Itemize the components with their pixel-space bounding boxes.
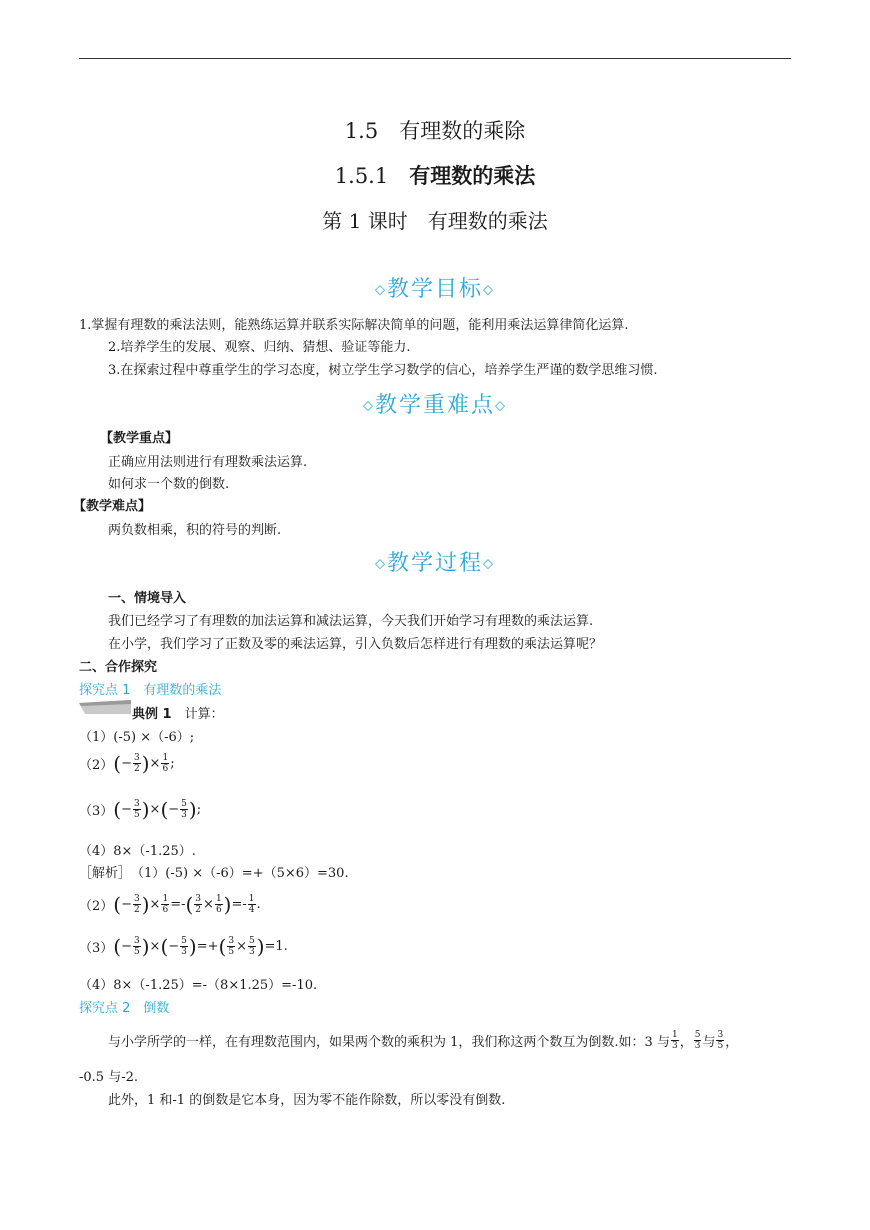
lesson-title: 第 1 课时 有理数的乘法 [322,209,548,233]
part1-title: 一、情境导入 [108,591,187,606]
part2-title: 二、合作探究 [79,660,158,675]
reciprocal-line-2: -0.5 与-2. [79,1070,138,1085]
section-heading-process: ◇教学过程◇ [374,551,495,576]
question-1: （1）(-5) ×（-6）; [79,730,195,745]
example-1: 典例 1 计算： [132,707,224,722]
focus-item-2: 如何求一个数的倒数. [108,477,230,492]
question-2: （2）(− $\frac{3}{2}$ )× $\frac{1}{6}$ ; [79,751,175,776]
difficulty-label: 【教学难点】 [73,499,152,514]
example-tab-icon [79,700,131,714]
explore-point-2: 探究点 2 倒数 [79,1001,170,1016]
section-heading-key-points: ◇教学重难点◇ [362,393,507,418]
part1-line-2: 在小学，我们学习了正数及零的乘法运算，引入负数后怎样进行有理数的乘法运算呢？ [108,637,603,652]
goal-3: 3.在探索过程中尊重学生的学习态度，树立学生学习数学的信心，培养学生严谨的数学思维习惯. [108,363,658,378]
analysis-1: ［解析］ （1）(-5) ×（-6）=+（5×6）=30. [79,866,349,881]
part1-line-1: 我们已经学习了有理数的加法运算和减法运算，今天我们开始学习有理数的乘法运算. [108,614,594,629]
question-3: （3）(− $\frac{3}{5}$ )×(− $\frac{5}{3}$ ); [79,797,202,822]
focus-item-1: 正确应用法则进行有理数乘法运算. [108,455,308,470]
reciprocal-line-1: 与小学所学的一样，在有理数范围内，如果两个数的乘积为 1，我们称这两个数互为倒数.如：3 与 $\frac{1}{3}$ ， $\frac{5}{3}$ 与 $\frac{3}{5}$ ， [108,1030,739,1051]
goal-1: 1.掌握有理数的乘法法则，能熟练运算并联系实际解决简单的问题，能利用乘法运算律简化运算. [79,318,629,333]
reciprocal-line-3: 此外，1 和-1 的倒数是它本身，因为零不能作除数，所以零没有倒数. [108,1093,506,1108]
explore-point-1: 探究点 1 有理数的乘法 [79,683,222,698]
header-rule [79,58,791,59]
analysis-4: （4）8×（-1.25）=-（8×1.25）=-10. [79,978,318,993]
analysis-3: （3）(− $\frac{3}{5}$ )×(− $\frac{5}{3}$ )=+( $\frac{3}{5}$ × $\frac{5}{3}$ )=1. [79,934,288,959]
section-title: 1.5 有理数的乘除 [344,119,526,143]
analysis-2: （2）(− $\frac{3}{2}$ )× $\frac{1}{6}$ =-( $\frac{3}{2}$ × $\frac{1}{6}$ )=- $\frac{1}{4}$ . [79,892,261,917]
difficulty-item: 两负数相乘，积的符号的判断. [108,523,282,538]
goal-2: 2.培养学生的发展、观察、归纳、猜想、验证等能力. [108,340,411,355]
subsection-title: 1.5.1 有理数的乘法 [334,163,536,188]
section-heading-goals: ◇教学目标◇ [374,277,495,302]
question-4: （4）8×（-1.25）. [79,844,196,859]
focus-label: 【教学重点】 [100,431,179,446]
